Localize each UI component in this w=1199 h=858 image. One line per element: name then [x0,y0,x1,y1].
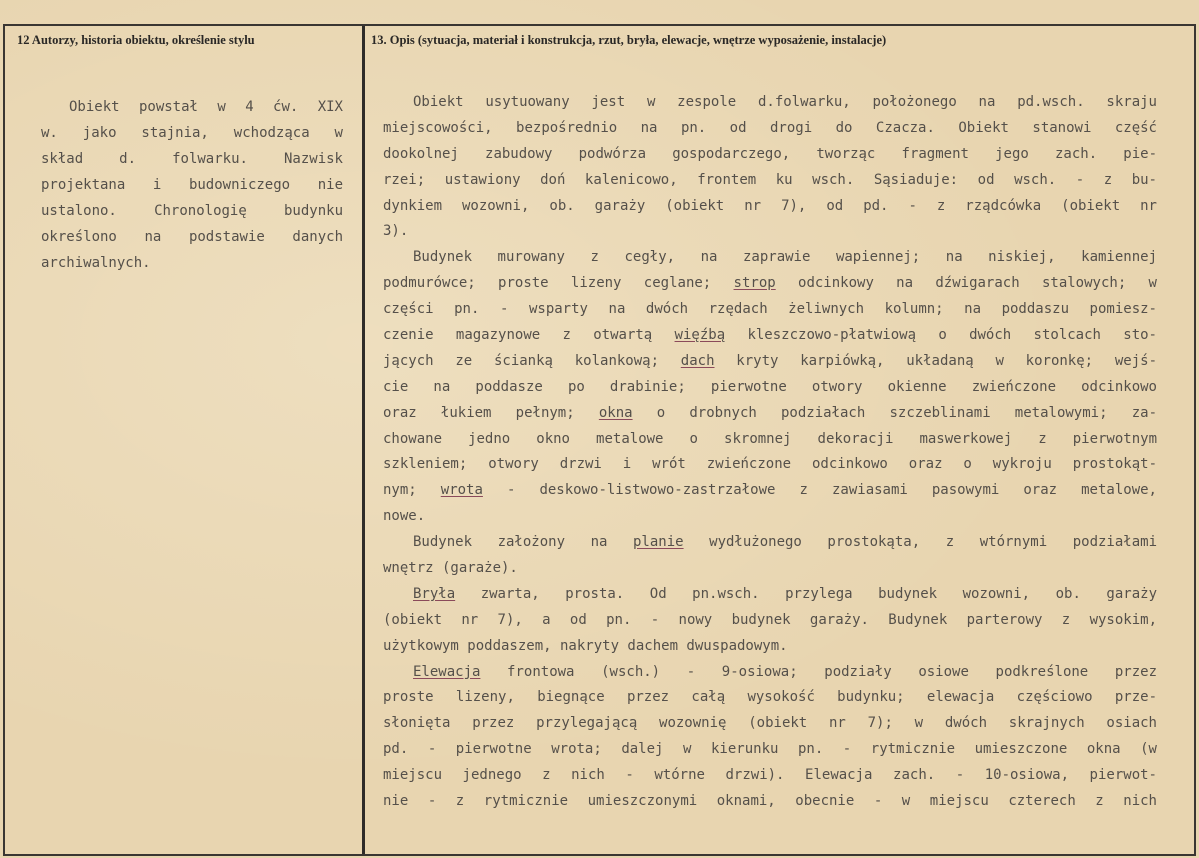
line-text: nowe. [383,508,426,525]
frame-right-line [1194,24,1196,855]
line-text: podmurówce; proste lizeny ceglane; [383,275,734,292]
line-text: rzei; ustawiony doń kalenicowo, frontem ku wsch. Sąsiaduje: od wsch. - z bu- [383,171,1157,188]
frame-top-line [3,24,1196,26]
line-text: czenie magazynowe z otwartą [383,327,675,344]
line-text: pd. - pierwotne wrota; dalej w kierunku pn. - rytmicznie umieszczone okna (w [383,741,1157,758]
line-text: oraz łukiem pełnym; [383,404,599,421]
description-line [383,219,1157,245]
line-text: proste lizeny, biegnące przez całą wysokość budynku; elewacja częściowo prze- [383,689,1157,706]
description-line [383,608,1157,634]
description-line [383,116,1157,142]
description-line [383,737,1157,763]
line-text: użytkowym poddaszem, nakryty dachem dwuspadowym. [383,637,788,654]
line-text: nym; [383,482,441,499]
description-line [383,90,1157,116]
line-text: 3). [383,223,409,240]
authors-history-text [41,94,343,276]
underlined-keyword: Elewacja [413,663,481,680]
description-line [383,142,1157,168]
column-divider [362,26,365,854]
left-text-line: Obiekt powstał w 4 ćw. XIX [69,99,343,115]
line-text: Obiekt usytuowany jest w zespole d.folwarku, położonego na pd.wsch. skraju [413,94,1157,110]
underlined-keyword: okna [598,404,633,421]
line-text: szkleniem; otwory drzwi i wrót zwieńczone odcinkowo oraz o wykroju prostokąt- [383,456,1157,473]
description-line [383,763,1157,789]
line-text: słonięta przez przylegającą wozownię (obiekt nr 7); w dwóch skrajnych osiach [383,715,1157,732]
description-line [383,452,1157,478]
line-text: chowane jedno okno metalowe o skromnej dekoracji maswerkowej z pierwotnym [383,430,1157,447]
line-text: wnętrz (garaże). [383,560,518,577]
description-line [383,504,1157,530]
description-line [383,660,1157,686]
description-line [383,245,1157,271]
description-line [383,271,1157,297]
left-text-line: ustalono. Chronologię budynku [41,203,343,219]
underlined-keyword: dach [680,352,715,369]
line-text: Budynek murowany z cegły, na zaprawie wapiennej; na niskiej, kamiennej [413,249,1157,266]
line-text: nie - z rytmicznie umieszczonymi oknami, obecnie - w miejscu czterech z nich [383,793,1157,810]
underlined-keyword: planie [633,534,684,551]
line-text: odcinkowy na dźwigarach stalowych; w [775,275,1157,292]
description-line [383,530,1157,556]
line-text: kryty karpiówką, układaną w koronkę; wejś- [714,352,1157,369]
underlined-keyword: więźbą [674,327,726,344]
description-line [383,478,1157,504]
description-line [383,401,1157,427]
line-text: dookolnej zabudowy podwórza gospodarczego, tworząc fragment jego zach. pie- [383,145,1157,162]
left-text-line: w. jako stajnia, wchodząca w [41,125,343,141]
description-line [383,194,1157,220]
description-line [383,375,1157,401]
underlined-keyword: strop [733,275,776,292]
left-text-line: skład d. folwarku. Nazwisk [41,151,343,167]
line-text: (obiekt nr 7), a od pn. - nowy budynek garaży. Budynek parterowy z wysokim, [383,611,1157,628]
frame-bottom-line [3,854,1196,856]
line-text: jących ze ścianką kolankową; [383,352,681,369]
description-line [383,427,1157,453]
line-text: zwarta, prosta. Od pn.wsch. przylega budynek wozowni, ob. garaży [455,585,1157,602]
line-text: miejscowości, bezpośrednio na pn. od drogi do Czacza. Obiekt stanowi część [383,119,1157,136]
description-line [383,711,1157,737]
line-text: o drobnych podziałach szczeblinami metalowymi; za- [632,404,1157,421]
line-text: Budynek założony na [413,534,633,551]
underlined-keyword: wrota [440,482,483,499]
description-line [383,685,1157,711]
left-text-line: określono na podstawie danych [41,229,343,245]
description-line [383,323,1157,349]
line-text: cie na poddasze po drabinie; pierwotne otwory okienne zwieńczone odcinkowo [383,378,1157,395]
line-text: frontowa (wsch.) - 9-osiowa; podziały osiowe podkreślone przez [480,663,1157,680]
left-text-line: archiwalnych. [41,255,151,271]
section-12-header: 12 Autorzy, historia obiektu, określenie stylu [17,33,255,47]
left-text-line: projektana i budowniczego nie [41,177,343,193]
line-text: kleszczowo-płatwiową o dwóch stolcach sto- [725,327,1157,344]
description-line [383,789,1157,815]
underlined-keyword: Bryła [413,585,456,602]
description-text [383,90,1157,815]
description-line [383,634,1157,660]
description-line [383,168,1157,194]
line-text: wydłużonego prostokąta, z wtórnymi podziałami [683,534,1157,551]
line-text: miejscu jednego z nich - wtórne drzwi). Elewacja zach. - 10-osiowa, pierwot- [383,767,1157,784]
description-line [383,297,1157,323]
line-text: dynkiem wozowni, ob. garaży (obiekt nr 7), od pd. - z rządcówka (obiekt nr [383,197,1157,214]
section-13-header: 13. Opis (sytuacja, materiał i konstrukcja, rzut, bryła, elewacje, wnętrze wyposażenie, instalacje) [371,33,887,47]
line-text: części pn. - wsparty na dwóch rzędach żeliwnych kolumn; na poddaszu pomiesz- [383,301,1157,318]
frame-left-line [3,24,5,855]
description-line [383,349,1157,375]
description-line [383,556,1157,582]
description-line [383,582,1157,608]
line-text: - deskowo-listwowo-zastrzałowe z zawiasami pasowymi oraz metalowe, [482,482,1157,499]
